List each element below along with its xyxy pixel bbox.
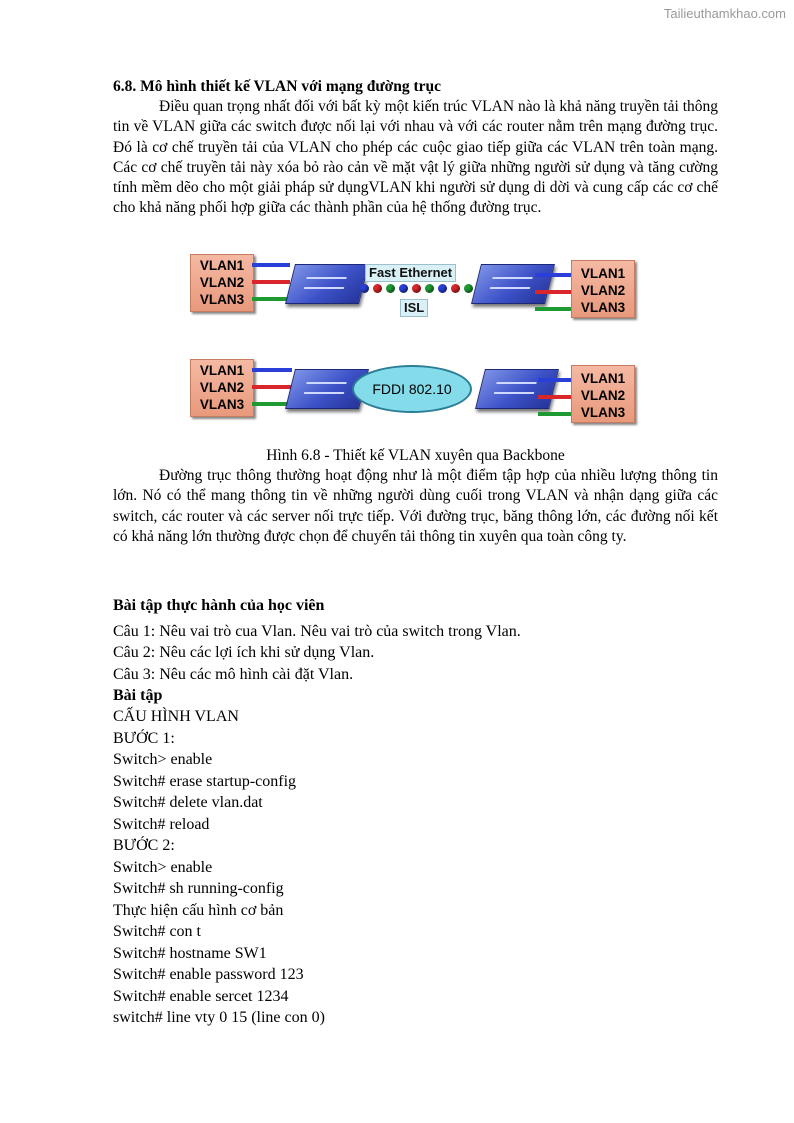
config-line: Switch# erase startup-config: [113, 773, 297, 790]
vlan-label: VLAN1: [199, 258, 245, 273]
vlan3-wire: [535, 307, 571, 311]
question-1: Câu 1: Nêu vai trò cua Vlan. Nêu vai trò của switch trong Vlan.: [113, 623, 521, 640]
config-line: BƯỚC 1:: [113, 730, 175, 747]
frame-dot: [451, 284, 460, 293]
vlan-label: VLAN2: [199, 275, 245, 290]
vlan-box-left: [190, 359, 254, 417]
fddi-ring: FDDI 802.10: [352, 365, 472, 413]
frame-dot: [464, 284, 473, 293]
config-line: Thực hiện cấu hình cơ bản: [113, 902, 284, 919]
switch-icon: [471, 264, 555, 304]
vlan-label: VLAN2: [199, 380, 245, 395]
vlan-label: VLAN1: [580, 266, 626, 281]
vlan3-wire: [252, 297, 290, 301]
vlan2-wire: [252, 385, 292, 389]
vlan1-wire: [538, 378, 571, 382]
watermark: Tailieuthamkhao.com: [663, 6, 786, 21]
frame-dot: [399, 284, 408, 293]
diagram-fast-ethernet: [190, 250, 635, 330]
config-line: Switch# hostname SW1: [113, 945, 267, 962]
vlan1-wire: [535, 273, 571, 277]
vlan-label: VLAN2: [580, 283, 626, 298]
vlan3-wire: [538, 412, 571, 416]
frame-dot: [373, 284, 382, 293]
figure-caption: Hình 6.8 - Thiết kế VLAN xuyên qua Backbone: [266, 447, 565, 464]
vlan-label: VLAN3: [580, 300, 626, 315]
question-3: Câu 3: Nêu các mô hình cài đặt Vlan.: [113, 666, 354, 683]
config-line: Switch> enable: [113, 859, 213, 876]
backbone-paragraph: Đường trục thông thường hoạt động như là một điểm tập hợp của nhiều lượng thông tin lớn. Nó có thể mang thông tin về những người dùng cuối trong VLAN và nhận dạng giữa các switch, các router và các server nối trực tiếp. Với đường trục, băng thông lớn, các đường nối kết có khả năng lớn thường được chọn để chuyển tải thông tin xuyên qua toàn công ty.: [113, 467, 718, 545]
intro-paragraph: Điều quan trọng nhất đối với bất kỳ một kiến trúc VLAN nào là khả năng truyền tải thông tin về VLAN giữa các switch được nối lại với nhau và với các router nằm trên mạng đường trục. Đó là cơ chế truyền tải của VLAN cho phép các cuộc giao tiếp giữa các VLAN trên toàn mạng. Các cơ chế truyền tải này xóa bỏ rào cản về mặt vật lý giữa những người sử dụng và tăng cường tính mềm dẽo cho một giải pháp sử dụngVLAN khi người sử dụng di dời và cung cấp các cơ chế cho khả năng phối hợp giữa các thành phần của hệ thống đường trục.: [113, 98, 718, 217]
config-line: switch# line vty 0 15 (line con 0): [113, 1009, 325, 1026]
isl-label: ISL: [400, 299, 428, 317]
vlan2-wire: [538, 395, 571, 399]
config-line: Switch# con t: [113, 923, 201, 940]
question-2: Câu 2: Nêu các lợi ích khi sử dụng Vlan.: [113, 644, 375, 661]
config-line: Switch# enable sercet 1234: [113, 988, 289, 1005]
switch-icon: [475, 369, 559, 409]
config-line: Switch> enable: [113, 751, 213, 768]
vlan2-wire: [535, 290, 571, 294]
switch-icon: [285, 264, 369, 304]
vlan-label: VLAN3: [580, 405, 626, 420]
vlan-label: VLAN3: [199, 397, 245, 412]
section-title: 6.8. Mô hình thiết kế VLAN với mạng đường trục: [113, 78, 442, 95]
vlan1-wire: [252, 368, 292, 372]
vlan-label: VLAN2: [580, 388, 626, 403]
config-line: CẤU HÌNH VLAN: [113, 708, 239, 725]
config-line: Switch# enable password 123: [113, 966, 304, 983]
vlan-box-right: [571, 260, 635, 318]
config-line: Switch# delete vlan.dat: [113, 794, 263, 811]
config-line: Switch# sh running-config: [113, 880, 284, 897]
vlan-label: VLAN1: [580, 371, 626, 386]
frame-dot: [425, 284, 434, 293]
frame-dot: [412, 284, 421, 293]
vlan-label: VLAN3: [199, 292, 245, 307]
config-line: BƯỚC 2:: [113, 837, 175, 854]
vlan2-wire: [252, 280, 290, 284]
frame-dot: [438, 284, 447, 293]
fast-ethernet-label: Fast Ethernet: [365, 264, 456, 282]
exercise-subheading: Bài tập: [113, 687, 163, 704]
frame-dot: [360, 284, 369, 293]
vlan1-wire: [252, 263, 290, 267]
vlan-label: VLAN1: [199, 363, 245, 378]
vlan-box-right: [571, 365, 635, 423]
diagram-fddi: [190, 355, 635, 435]
vlan-box-left: [190, 254, 254, 312]
exercise-heading: Bài tập thực hành của học viên: [113, 597, 325, 614]
config-line: Switch# reload: [113, 816, 210, 833]
frame-dot: [386, 284, 395, 293]
